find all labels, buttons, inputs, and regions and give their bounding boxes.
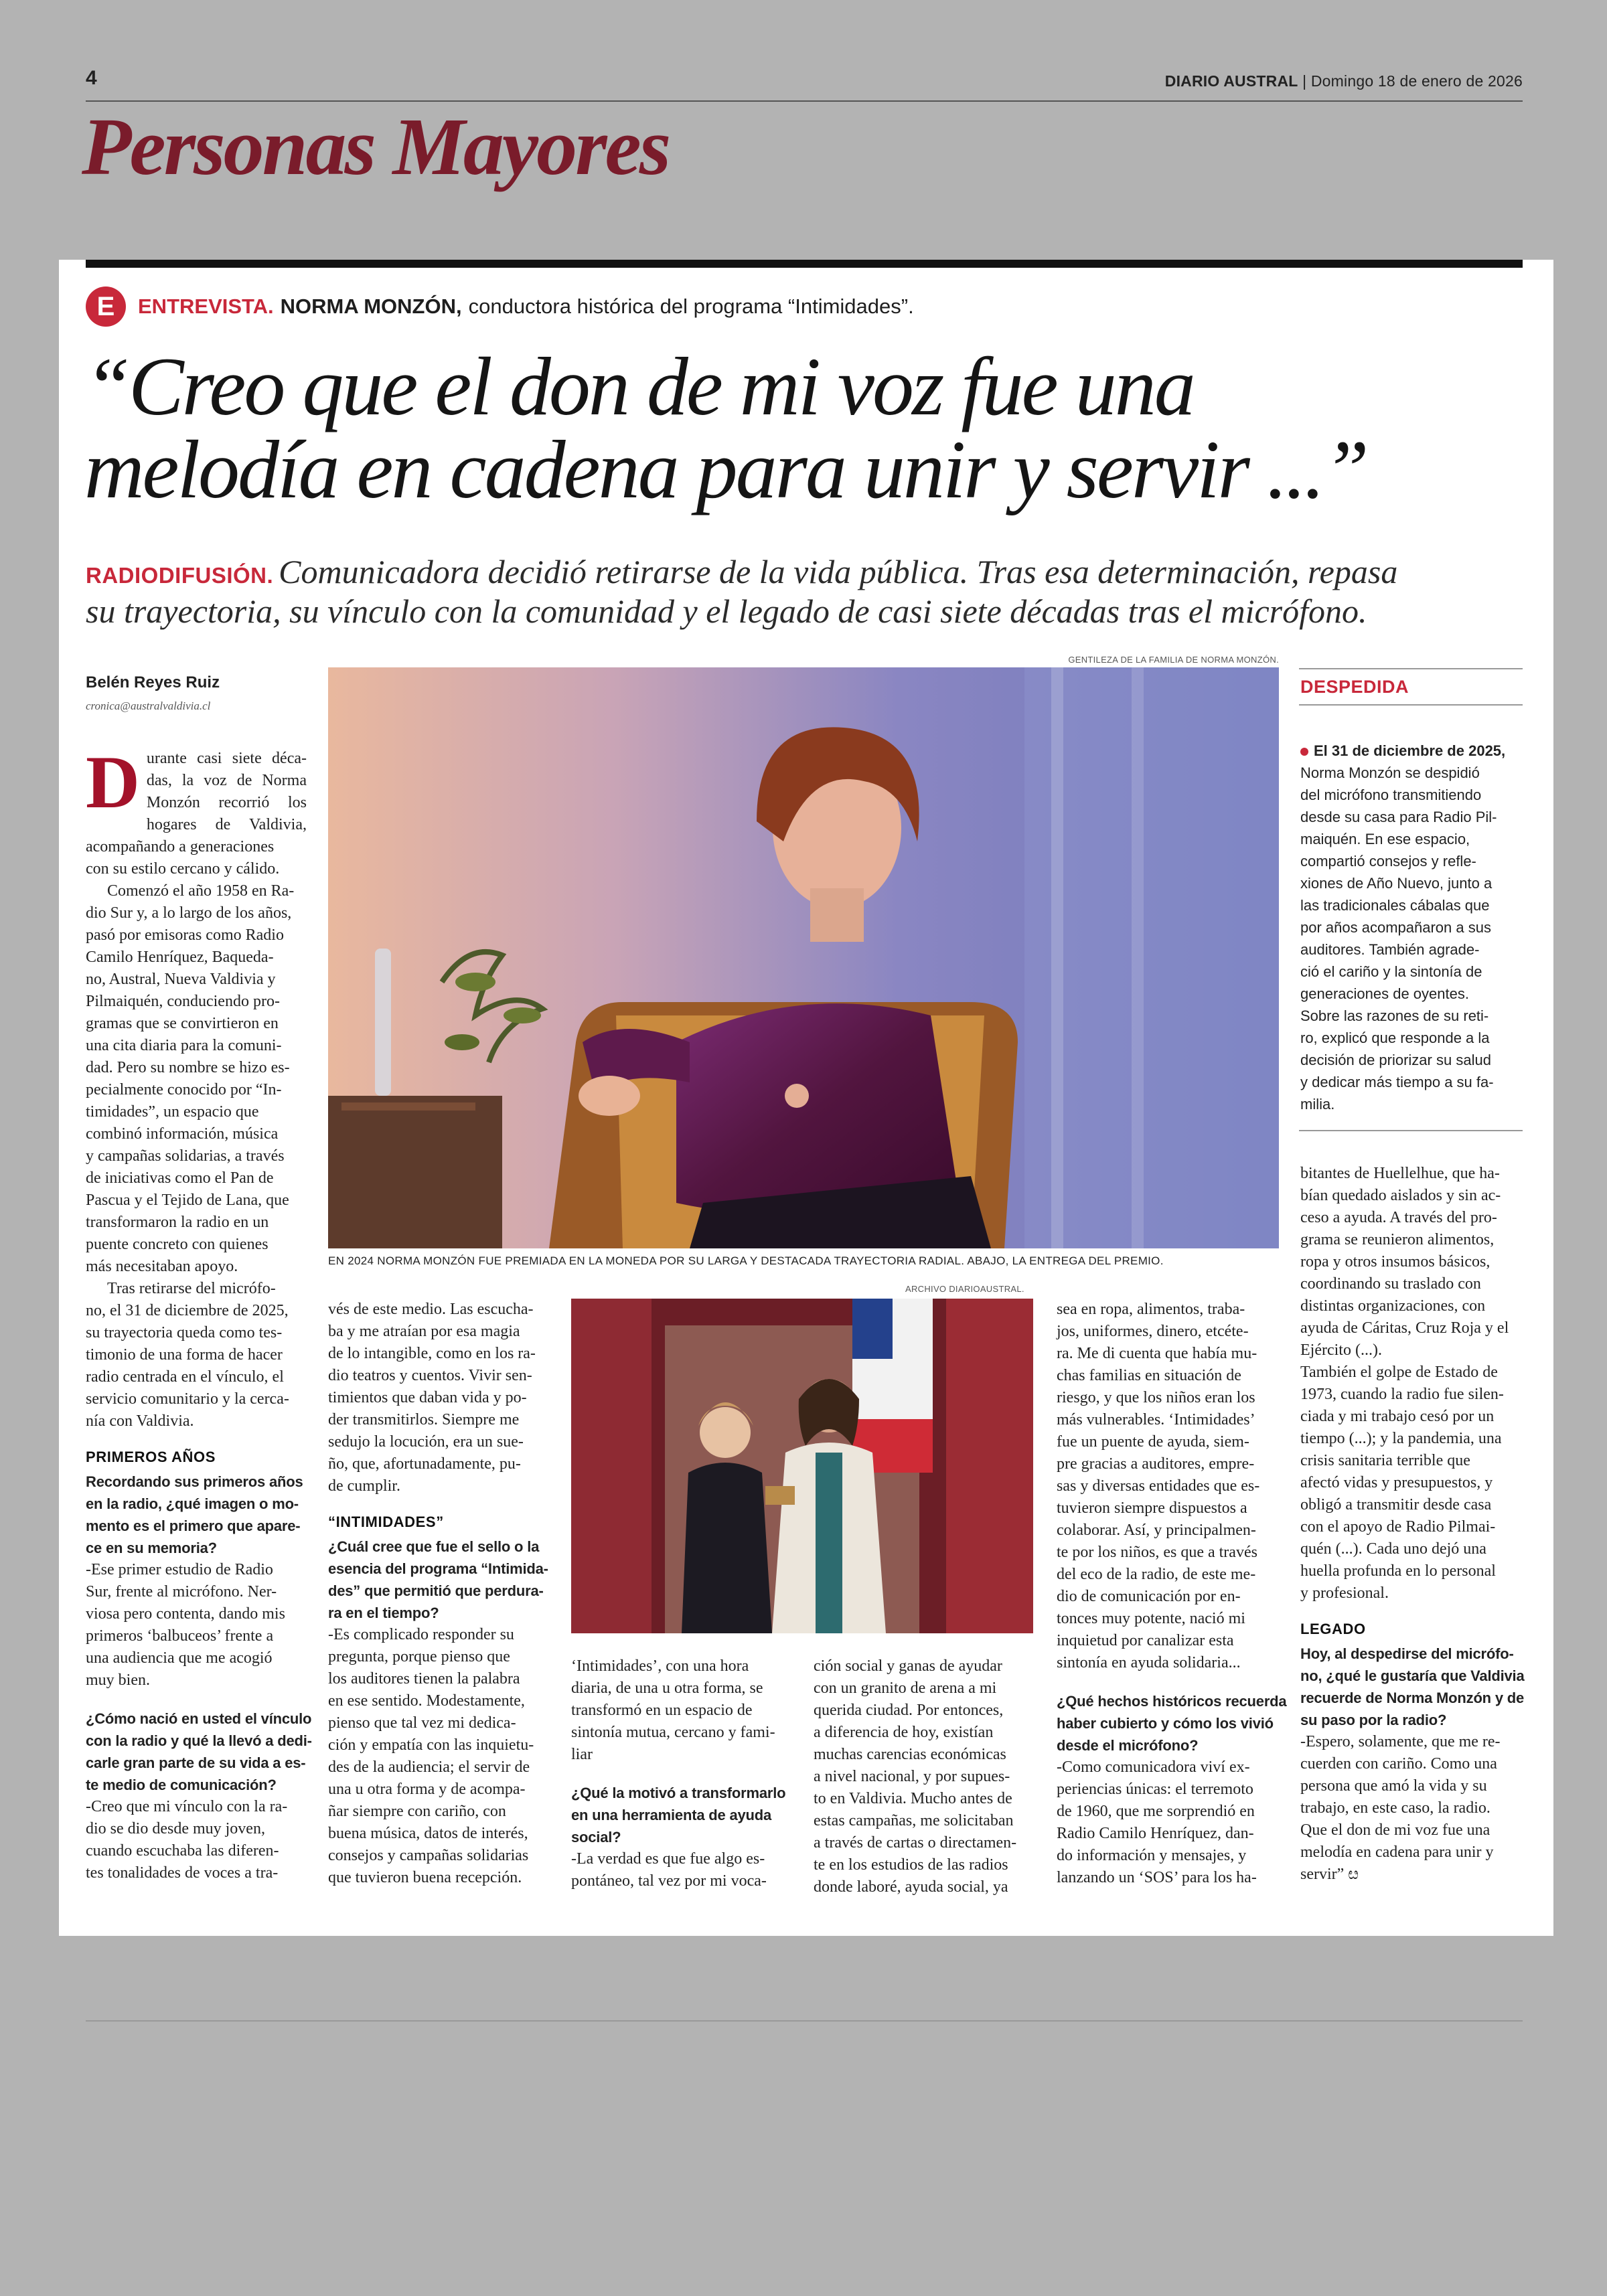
text-line: combinó información, música [86,1125,279,1143]
text-line: ñar siempre con cariño, con [328,1803,506,1820]
sidebar-lead-text: El 31 de diciembre de 2025, [1314,742,1506,759]
text-line: puente concreto con quienes [86,1236,269,1253]
question-line: en la radio, ¿qué imagen o mo- [86,1495,299,1512]
text-line: a través de cartas o directamen- [814,1834,1017,1852]
text-line: persona que amó la vida y su [1300,1777,1487,1795]
text-line: fue un puente de ayuda, siem- [1057,1433,1249,1451]
text-line: Pilmaiquén, conduciendo pro- [86,993,280,1010]
text-line: ayuda de Cáritas, Cruz Roja y el [1300,1319,1509,1337]
article-kicker [86,286,914,327]
text-line: nía con Valdivia. [86,1412,194,1430]
text-line: gramas que se convirtieron en [86,1015,279,1032]
text-line: muchas carencias económicas [814,1746,1006,1763]
text-line: afectó vidas y presupuestos, y [1300,1474,1493,1491]
text-line: radio centrada en el vínculo, el [86,1368,284,1386]
text-line: con su estilo cercano y cálido. [86,860,280,878]
text-line: ro, explicó que responde a la [1300,1030,1490,1046]
paragraph [86,1278,307,1432]
text-line: su trayectoria queda como tes- [86,1324,283,1341]
text-line: ra. Me di cuenta que había mu- [1057,1345,1257,1362]
text-line: liar [571,1746,593,1763]
text-line: tiempo (...); y la pandemia, una [1300,1430,1502,1447]
kicker-description: conductora histórica del programa “Intimidades”. [468,295,914,318]
text-line: grama se reunieron alimentos, [1300,1231,1495,1248]
question-line: en una herramienta de ayuda [571,1807,772,1823]
text-line: dio se dio desde muy joven, [86,1820,265,1837]
text-line: una audiencia que me acogió [86,1649,273,1667]
paragraph [1300,1163,1523,1362]
section-title: Personas Mayores [82,102,670,192]
text-line: a nivel nacional, y por supues- [814,1768,1010,1785]
text-line: chas familias en situación de [1057,1367,1241,1384]
text-line: bían quedado aislados y sin ac- [1300,1187,1501,1204]
headline [84,341,1531,515]
text-line: sea en ropa, alimentos, traba- [1057,1301,1245,1318]
text-line: -Es complicado responder su [328,1626,514,1643]
text-line: servicio comunitario y la cerca- [86,1390,289,1408]
text-line: vés de este medio. Las escucha- [328,1301,534,1318]
text-line: más necesitaban apoyo. [86,1258,238,1275]
answer [328,1624,549,1889]
sidebar-rule [1299,1130,1523,1131]
text-line: ció el cariño y la sintonía de [1300,963,1482,980]
text-line: timidades”, un espacio que [86,1103,259,1121]
question-line: desde el micrófono? [1057,1737,1199,1754]
article-column-3 [571,1655,792,1892]
text-line: diaria, de una u otra forma, se [571,1679,763,1697]
text-line: Radio Camilo Henríquez, dan- [1057,1825,1254,1842]
text-line: timientos que daban vida y po- [328,1389,527,1406]
text-line: des de la audiencia; el servir de [328,1758,530,1776]
sidebar-rule [1299,704,1523,706]
text-line: obligó a transmitir desde casa [1300,1496,1492,1513]
text-line: trabajo, en este caso, la radio. [1300,1799,1490,1817]
paragraph [328,1299,549,1497]
text-line: -Espero, solamente, que me re- [1300,1733,1501,1750]
question-line: ra en el tiempo? [328,1605,439,1621]
question-line: ¿Cómo nació en usted el vínculo [86,1710,312,1727]
award-ceremony-illustration [571,1299,1033,1633]
question-line: des” que permitió que perdura- [328,1582,544,1599]
text-line: sintonía en ayuda solidaria... [1057,1654,1241,1671]
paragraph [814,1655,1035,1898]
question-line: social? [571,1829,621,1846]
sidebar-rule [1299,668,1523,669]
deck-line: su trayectoria, su vínculo con la comunidad y el legado de casi siete décadas tras el micrófono. [86,592,1367,630]
subhead-intimidades: “INTIMIDADES” [328,1513,444,1530]
text-line: bitantes de Huellelhue, que ha- [1300,1165,1500,1182]
text-line: der transmitirlos. Siempre me [328,1411,520,1428]
text-line: -Como comunicadora viví ex- [1057,1758,1250,1776]
question-line: ¿Qué hechos históricos recuerda [1057,1693,1287,1710]
award-photo [571,1299,1033,1633]
sidebar-despedida [1300,740,1521,1115]
text-line: 1973, cuando la radio fue silen- [1300,1386,1504,1403]
paragraph [86,880,307,1278]
text-line: dio de comunicación por en- [1057,1588,1241,1605]
text-line: tes tonalidades de voces a tra- [86,1864,279,1882]
text-line: xiones de Año Nuevo, junto a [1300,875,1493,892]
answer [1057,1756,1278,1889]
publication-dateline [1165,72,1523,90]
text-line: pontáneo, tal vez por mi voca- [571,1872,767,1890]
question-line: ¿Qué la motivó a transformarlo [571,1785,786,1801]
text-line: los auditores tienen la palabra [328,1670,520,1688]
question-line: con la radio y qué la llevó a dedi- [86,1732,312,1749]
answer [1300,1731,1523,1886]
text-line: de iniciativas como el Pan de [86,1169,274,1187]
text-line: querida ciudad. Por entonces, [814,1702,1004,1719]
text-line: pasó por emisoras como Radio [86,926,284,944]
text-line: generaciones de oyentes. [1300,985,1469,1002]
text-line: crisis sanitaria terrible que [1300,1452,1470,1469]
text-line: riesgo, y que los niños eran los [1057,1389,1255,1406]
question-line: Recordando sus primeros años [86,1473,303,1490]
question-line: ¿Cuál cree que fue el sello o la [328,1538,540,1555]
page-number: 4 [86,67,97,89]
photo-credit: GENTILEZA DE LA FAMILIA DE NORMA MONZÓN. [1068,655,1279,665]
main-photo [328,667,1279,1248]
question [1057,1690,1287,1756]
text-line: y profesional. [1300,1584,1389,1602]
text-line: huella profunda en lo personal [1300,1562,1496,1580]
paragraph [1300,1362,1523,1605]
text-line: sintonía mutua, cercano y fami- [571,1724,775,1741]
text-line: Monzón recorrió los [146,794,307,811]
article-column-6 [1300,1163,1523,1886]
text-line: auditores. También agrade- [1300,941,1480,958]
text-line: acompañando a generaciones [86,838,275,855]
text-line: una cita diaria para la comuni- [86,1037,282,1054]
text-line: compartió consejos y refle- [1300,853,1476,870]
question [571,1782,792,1848]
text-line: de lo intangible, como en los ra- [328,1345,536,1362]
text-line: -Ese primer estudio de Radio [86,1561,273,1578]
question-line: carle gran parte de su vida a es- [86,1754,306,1771]
text-line: ceso a ayuda. A través del pro- [1300,1209,1497,1226]
deck-tag: RADIODIFUSIÓN. [86,563,274,588]
question-line: su paso por la radio? [1300,1712,1447,1728]
question [86,1471,307,1559]
kicker-label: ENTREVISTA. [138,295,274,318]
text-line: timonio de una forma de hacer [86,1346,283,1364]
question-line: haber cubierto y cómo los vivió [1057,1715,1274,1732]
text-line: Comenzó el año 1958 en Ra- [107,882,295,900]
text-line: muy bien. [86,1671,150,1689]
text-line: transformaron la radio en un [86,1214,269,1231]
text-line: sedujo la locución, era un sue- [328,1433,524,1451]
footer-rule [86,2020,1523,2022]
text-line: y dedicar más tiempo a su fa- [1300,1074,1494,1090]
article-top-rule [86,260,1523,268]
text-line: más vulnerables. ‘Intimidades’ [1057,1411,1255,1428]
text-line: a diferencia de hoy, existían [814,1724,994,1741]
text-line: periencias únicas: el terremoto [1057,1781,1253,1798]
text-line: consejos y campañas solidarias [328,1847,529,1864]
text-line: distintas organizaciones, con [1300,1297,1486,1315]
text-line: hogares de Valdivia, [146,816,307,833]
text-line: Tras retirarse del micrófo- [107,1280,276,1297]
text-line: con el apoyo de Radio Pilmai- [1300,1518,1496,1536]
text-line: Sur, frente al micrófono. Ner- [86,1583,277,1601]
text-line: cuerden con cariño. Como una [1300,1755,1497,1773]
bullet-icon [1300,748,1308,756]
text-line: urante casi siete déca- [146,750,307,767]
text-line: maiquén. En ese espacio, [1300,831,1470,847]
portrait-illustration [328,667,1279,1248]
text-line: las tradicionales cábalas que [1300,897,1490,914]
question-line: recuerde de Norma Monzón y de [1300,1690,1525,1706]
publication-date: Domingo 18 de enero de 2026 [1310,72,1523,90]
text-line: lanzando un ‘SOS’ para los ha- [1057,1869,1257,1886]
headline-line: “Creo que el don de mi voz fue una [84,341,1194,432]
text-line: das, la voz de Norma [146,772,307,789]
text-line: del micrófono transmitiendo [1300,787,1482,803]
text-line: ciada y mi trabajo cesó por un [1300,1408,1495,1425]
article-column-1 [86,741,312,1884]
text-line: ba y me atraían por esa magia [328,1323,520,1340]
text-line: una u otra forma y de acompa- [328,1781,526,1798]
question [86,1708,312,1796]
text-line: transformó en un espacio de [571,1702,753,1719]
text-line: con un granito de arena a mi [814,1679,997,1697]
text-line: cuando escuchaba las diferen- [86,1842,279,1860]
sidebar-title: DESPEDIDA [1300,677,1409,697]
text-line: tonces muy potente, nació mi [1057,1610,1245,1627]
dateline-separator: | [1298,72,1311,90]
text-line: por años acompañaron a sus [1300,919,1491,936]
text-line: jos, uniformes, dinero, etcéte- [1057,1323,1249,1340]
text-line: primeros ‘balbuceos’ frente a [86,1627,274,1645]
question [328,1536,549,1624]
subhead-legado: LEGADO [1300,1621,1366,1637]
question-line: mento es el primero que apare- [86,1518,301,1534]
question-line: no, ¿qué le gustaría que Valdivia [1300,1667,1525,1684]
byline-email: cronica@australvaldivia.cl [86,700,211,712]
text-line: coordinando su traslado con [1300,1275,1481,1293]
text-line: te en los estudios de las radios [814,1856,1008,1874]
text-line: dad. Pero su nombre se hizo es- [86,1059,290,1076]
text-line: quén (...). Cada uno dejó una [1300,1540,1486,1558]
text-line: Camilo Henríquez, Baqueda- [86,949,274,966]
text-line: decisión de priorizar su salud [1300,1052,1491,1068]
deck-line: Comunicadora decidió retirarse de la vida pública. Tras esa determinación, repasa [279,553,1398,590]
answer [86,1559,307,1692]
text-line: inquietud por canalizar esta [1057,1632,1234,1649]
text-line: Norma Monzón se despidió [1300,764,1480,781]
text-line: ción social y ganas de ayudar [814,1657,1002,1675]
article-intro [86,741,307,836]
drop-cap: D [86,741,140,824]
question-line: esencia del programa “Intimida- [328,1560,548,1577]
text-line: También el golpe de Estado de [1300,1364,1498,1381]
answer [571,1848,792,1892]
text-line: estas campañas, me solicitaban [814,1812,1014,1829]
photo-credit: ARCHIVO DIARIOAUSTRAL. [905,1284,1024,1294]
text-line: dio teatros y cuentos. Vivir sen- [328,1367,532,1384]
text-line: del eco de la radio, de este me- [1057,1566,1256,1583]
answer [86,1796,307,1884]
sidebar-lead [1300,740,1521,762]
text-line: pienso que tal vez mi dedica- [328,1714,516,1732]
text-line: pre gracias a auditores, empre- [1057,1455,1255,1473]
text-line: que tuvieron buena recepción. [328,1869,522,1886]
text-line: ción y empatía con las inquietu- [328,1736,534,1754]
subhead-primeros-anos: PRIMEROS AÑOS [86,1449,216,1465]
text-line: dio Sur y, a lo largo de los años, [86,904,292,922]
text-line: desde su casa para Radio Pil- [1300,809,1497,825]
question [1300,1643,1523,1731]
text-line: viosa pero contenta, dando mis [86,1605,285,1623]
article-column-2 [328,1299,549,1889]
paragraph [1057,1299,1278,1674]
text-line: pecialmente conocido por “In- [86,1081,282,1098]
article-column-4 [814,1655,1035,1898]
text-line: tuvieron siempre dispuestos a [1057,1499,1247,1517]
text-line: Sobre las razones de su reti- [1300,1007,1489,1024]
text-line: ropa y otros insumos básicos, [1300,1253,1490,1270]
text-line: ‘Intimidades’, con una hora [571,1657,749,1675]
publication-name: DIARIO AUSTRAL [1164,72,1298,90]
text-line: de cumplir. [328,1477,400,1495]
kicker-name: NORMA MONZÓN, [280,295,462,318]
paragraph [571,1655,792,1766]
text-line: en ese sentido. Modestamente, [328,1692,525,1710]
text-line: donde laboré, ayuda social, ya [814,1878,1008,1896]
text-line: milia. [1300,1096,1335,1113]
question-line: ce en su memoria? [86,1540,217,1556]
text-line: servir” ೞ [1300,1866,1359,1883]
text-line: y campañas solidarias, a través [86,1147,285,1165]
text-line: te por los niños, es que a través [1057,1544,1257,1561]
text-line: de 1960, que me sorprendió en [1057,1803,1255,1820]
text-line: ño, que, afortunadamente, pu- [328,1455,521,1473]
text-line: sas y diversas entidades que es- [1057,1477,1260,1495]
text-line: buena música, datos de interés, [328,1825,528,1842]
text-line: to en Valdivia. Mucho antes de [814,1790,1012,1807]
text-line: no, el 31 de diciembre de 2025, [86,1302,289,1319]
text-line: do información y mensajes, y [1057,1847,1247,1864]
photo-caption: EN 2024 NORMA MONZÓN FUE PREMIADA EN LA MONEDA POR SU LARGA Y DESTACADA TRAYECTORIA RADIAL. ABAJO, LA ENTREGA DEL PREMIO. [328,1254,1164,1267]
text-line: Ejército (...). [1300,1341,1382,1359]
headline-line: melodía en cadena para unir y servir ...” [84,424,1367,515]
text-line: no, Austral, Nueva Valdivia y [86,971,276,988]
text-line: Pascua y el Tejido de Lana, que [86,1192,289,1209]
article-column-5 [1057,1299,1287,1889]
text-line: melodía en cadena para unir y [1300,1843,1494,1861]
question-line: te medio de comunicación? [86,1777,277,1793]
question-line: Hoy, al despedirse del micrófo- [1300,1645,1514,1662]
text-line: Que el don de mi voz fue una [1300,1821,1490,1839]
text-line: -La verdad es que fue algo es- [571,1850,765,1868]
text-line: -Creo que mi vínculo con la ra- [86,1798,288,1815]
text-line: pregunta, porque pienso que [328,1648,510,1665]
deck [86,552,1525,631]
text-line: colaborar. Así, y principalmen- [1057,1522,1256,1539]
interview-badge-icon: E [86,286,126,327]
byline-author: Belén Reyes Ruiz [86,673,220,691]
